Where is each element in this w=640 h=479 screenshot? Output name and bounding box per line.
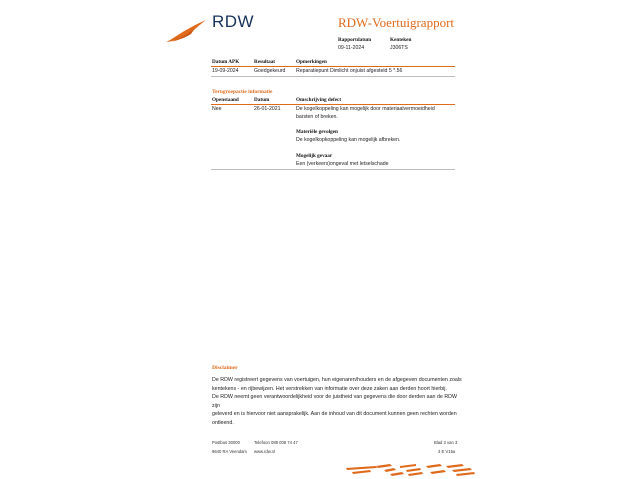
recall-bottom-rule: [211, 169, 455, 170]
disclaimer-line: kentekens - en rijbewijzen. Het verstrekken van informatie over deze zaken aan derden hoort hierbij.: [212, 385, 447, 392]
recall-datum-value: 26-01-2021: [254, 106, 281, 112]
apk-col-resultaat: Resultaat: [254, 59, 276, 65]
apk-row-rule: [211, 76, 455, 77]
footer-version: 3 E V15a: [438, 449, 456, 454]
footer-postbus: Postbus 30000: [212, 440, 240, 445]
footer-page-number: Blad 3 van 3: [434, 440, 458, 445]
recall-defect-line1: De kogelkoppeling kan mogelijk door materiaalvermoeidheid: [296, 106, 435, 112]
recall-gevaar-text: Een (verkeers)ongeval met letselschade: [296, 161, 389, 167]
disclaimer-line: De RDW neemt geen verantwoordelijkheid voor de juistheid van gegevens die door derden aan de RDW zijn: [212, 394, 457, 409]
rapportdatum-value: 09-11-2024: [338, 45, 365, 51]
recall-col-omschrijving: Omschrijving defect: [296, 97, 342, 103]
decorative-stripes-icon: [346, 462, 476, 479]
apk-col-datum: Datum APK: [212, 59, 240, 65]
rdw-logo-feather-icon: [165, 18, 207, 44]
recall-header-rule: [211, 104, 455, 105]
recall-section-title: Terugroepactie informatie: [212, 89, 273, 95]
recall-gevolgen-label: Materiële gevolgen: [296, 129, 338, 135]
disclaimer-title: Disclaimer: [212, 365, 238, 371]
disclaimer-line: De RDW registreert gegevens van voertuigen, hun eigenaren/houders en de afgegeven documenten zoals: [212, 377, 462, 383]
apk-opmerkingen-value: Reparatiepunt Dimlicht onjuist afgesteld 5 *.56: [296, 68, 403, 74]
document-title: RDW-Voertuigrapport: [338, 15, 455, 30]
apk-header-rule: [211, 66, 455, 67]
footer-website[interactable]: www.rdw.nl: [254, 449, 275, 454]
apk-datum-value: 19-09-2024: [212, 68, 239, 74]
disclaimer-line: ontleend.: [212, 419, 234, 426]
rapportdatum-label: Rapportdatum: [338, 37, 372, 43]
kenteken-label: Kenteken: [390, 37, 412, 43]
apk-col-opmerkingen: Opmerkingen: [296, 59, 327, 65]
recall-col-datum: Datum: [254, 97, 270, 103]
footer-postcode: 9640 RA Veendam: [212, 449, 247, 454]
recall-defect-line2: barsten of breken.: [296, 114, 338, 120]
rdw-logo-text: RDW: [212, 12, 255, 31]
recall-openstaand-value: Nee: [212, 106, 222, 112]
kenteken-value: J306TS: [390, 45, 408, 51]
disclaimer-line: geleverd en is hiervoor niet aansprakelijk. Aan de inhoud van dit document kunnen geen rechten worden: [212, 411, 457, 418]
footer-telefoon: Telefoon 088 008 74 47: [254, 440, 298, 445]
recall-gevolgen-text: De kogelkopkoppeling kan mogelijk afbreken.: [296, 137, 401, 143]
recall-gevaar-label: Mogelijk gevaar: [296, 153, 333, 159]
apk-resultaat-value: Goedgekeurd: [254, 68, 286, 74]
disclaimer-body: [212, 376, 462, 428]
recall-col-openstaand: Openstaand: [212, 97, 239, 103]
